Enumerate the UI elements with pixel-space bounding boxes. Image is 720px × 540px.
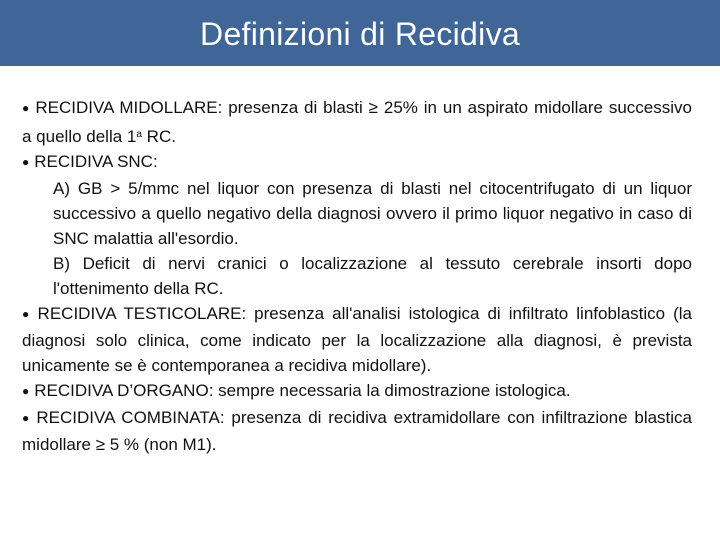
definition-term: RECIDIVA COMBINATA	[36, 408, 220, 427]
definition-recidiva-snc	[22, 149, 692, 176]
ordinal-superscript: a	[136, 129, 142, 140]
definition-text-end: RC.	[141, 127, 176, 146]
snc-criterion-a: A) GB > 5/mmc nel liquor con presenza di blasti nel citocentrifugato di un liquor successivo a quello negativo della diagnosi ovvero il primo liquor negativo in caso di SNC malattia all'esordio.	[53, 179, 692, 248]
bullet-icon: ●	[22, 411, 32, 425]
bullet-icon: ●	[22, 307, 33, 321]
definition-recidiva-midollare	[22, 95, 692, 149]
definition-term: RECIDIVA D’ORGANO	[34, 381, 209, 400]
definition-recidiva-organo	[22, 378, 692, 405]
bullet-icon: ●	[22, 384, 30, 398]
definition-text: : presenza di recidiva extramidollare con infiltrazione blastica midollare ≥ 5 % (non M1).	[22, 408, 693, 454]
definition-text: : sempre necessaria la dimostrazione istologica.	[208, 381, 571, 400]
slide-title: Definizioni di Recidiva	[200, 16, 520, 52]
definition-recidiva-testicolare	[22, 301, 692, 378]
definition-recidiva-combinata	[22, 405, 692, 457]
definition-text: : presenza all'analisi istologica di infiltrato linfoblastico (la diagnosi solo clinica, come indicato per la localizzazione alla diagnosi, è prevista unicamente se è contemporanea a recidiva midollare).	[22, 304, 693, 375]
definition-term: RECIDIVA TESTICOLARE	[37, 304, 242, 323]
definitions-list	[22, 95, 692, 457]
definition-term: RECIDIVA MIDOLLARE	[35, 98, 218, 117]
bullet-icon: ●	[22, 155, 30, 169]
definition-term: RECIDIVA SNC	[34, 152, 153, 171]
definition-text: :	[152, 152, 158, 171]
snc-criterion-b: B) Deficit di nervi cranici o localizzazione al tessuto cerebrale insorti dopo l'ottenimento della RC.	[53, 254, 692, 298]
title-bar	[0, 0, 720, 66]
bullet-icon: ●	[22, 101, 31, 115]
definition-text: : presenza di blasti ≥ 25% in un aspirato midollare successivo a quello della 1	[22, 98, 692, 146]
